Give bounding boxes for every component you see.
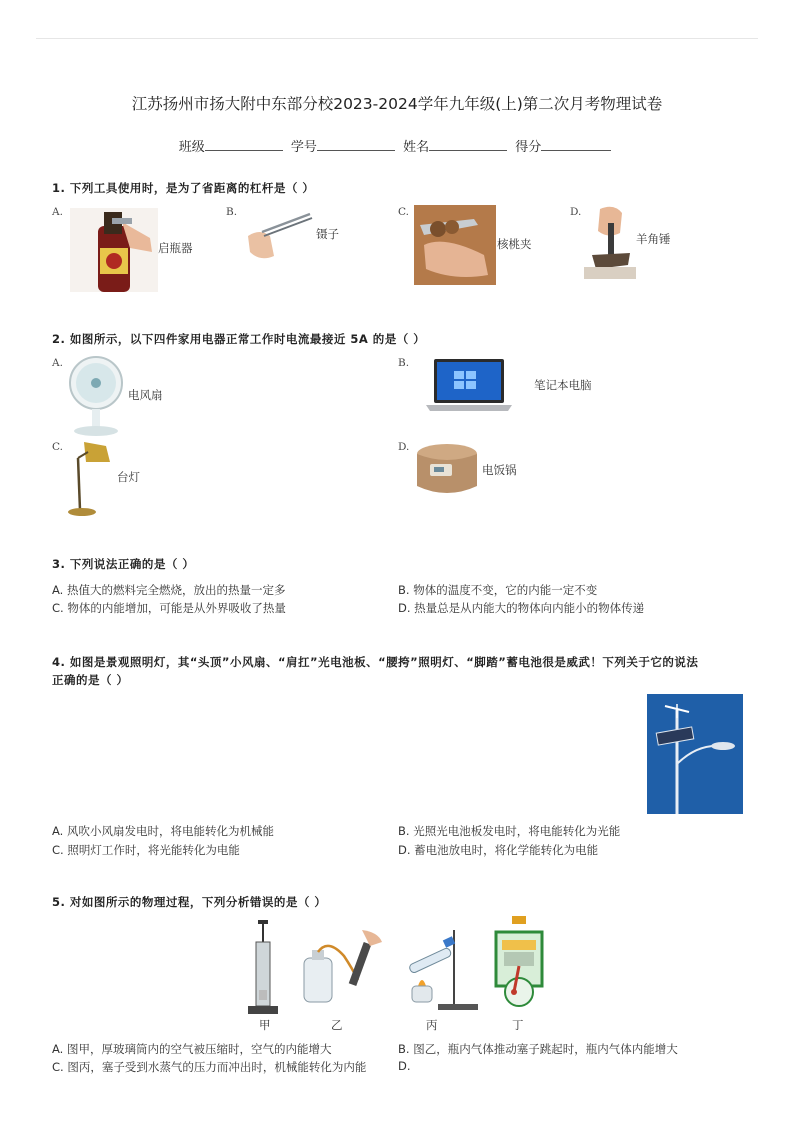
q5-option-c: C. 图丙，塞子受到水蒸气的压力而冲出时，机械能转化为内能 — [52, 1060, 367, 1074]
number-blank[interactable] — [317, 138, 395, 151]
q1-option-a-caption: 启瓶器 — [158, 241, 193, 255]
q3-stem: 3. 下列说法正确的是（ ） — [52, 557, 195, 571]
top-rule — [36, 38, 758, 39]
q3-option-b: B. 物体的温度不变，它的内能一定不变 — [398, 583, 598, 597]
q1-option-a-letter: A. — [52, 206, 63, 218]
q2-option-d-letter: D. — [398, 441, 410, 453]
q2-option-a-letter: A. — [52, 357, 63, 369]
number-label: 学号 — [290, 140, 317, 155]
score-blank[interactable] — [541, 138, 611, 151]
q1-option-b-caption: 镊子 — [316, 227, 339, 241]
q4-option-c: C. 照明灯工作时，将光能转化为电能 — [52, 843, 240, 857]
class-label: 班级 — [178, 140, 205, 155]
nutcracker-image — [414, 205, 496, 285]
q4-stem-line1: 4. 如图是景观照明灯，其“头顶”小风扇、“肩扛”光电池板、“腰挎”照明灯、“脚踏”蓄电池很是威武！下列关于它的说法 — [52, 655, 699, 669]
q2-option-c-letter: C. — [52, 441, 63, 453]
q1-option-c-letter: C. — [398, 206, 409, 218]
q5-label-ding: 丁 — [512, 1018, 524, 1032]
q3-option-d: D. 热量总是从内能大的物体向内能小的物体传递 — [398, 601, 645, 615]
q5-option-a: A. 图甲，厚玻璃筒内的空气被压缩时，空气的内能增大 — [52, 1042, 332, 1056]
desk-lamp-image — [64, 438, 116, 518]
landscape-street-light-image — [647, 694, 743, 814]
score-label: 得分 — [515, 140, 542, 155]
q5-option-b: B. 图乙，瓶内气体推动塞子跳起时，瓶内气体内能增大 — [398, 1042, 678, 1056]
q2-option-b-letter: B. — [398, 357, 410, 369]
q2-option-a-caption: 电风扇 — [128, 388, 163, 402]
q2-stem: 2. 如图所示，以下四件家用电器正常工作时电流最接近 5A 的是（ ） — [52, 332, 426, 346]
q2-option-d-caption: 电饭锅 — [482, 463, 517, 477]
glass-cylinder-image — [246, 920, 280, 1016]
tweezers-image — [240, 206, 314, 266]
student-info-line — [0, 136, 794, 155]
claw-hammer-image — [584, 203, 636, 279]
test-tube-heating-image — [400, 926, 478, 1012]
q5-option-d: D. — [398, 1059, 411, 1073]
q5-label-bing: 丙 — [426, 1018, 438, 1032]
q1-option-c-caption: 核桃夹 — [497, 237, 532, 251]
q2-option-b-caption: 笔记本电脑 — [534, 378, 592, 392]
name-label: 姓名 — [403, 140, 430, 155]
q5-stem: 5. 对如图所示的物理过程，下列分析错误的是（ ） — [52, 895, 327, 909]
engine-cylinder-image — [488, 914, 550, 1012]
q4-option-a: A. 风吹小风扇发电时，将电能转化为机械能 — [52, 824, 274, 838]
name-blank[interactable] — [429, 138, 507, 151]
q1-option-d-letter: D. — [570, 206, 582, 218]
q5-label-yi: 乙 — [331, 1018, 343, 1032]
exam-title: 江苏扬州市扬大附中东部分校2023-2024学年九年级(上)第二次月考物理试卷 — [131, 95, 663, 113]
electric-fan-image — [64, 355, 128, 437]
q1-stem: 1. 下列工具使用时，是为了省距离的杠杆是（ ） — [52, 181, 315, 195]
q1-option-d-caption: 羊角锤 — [636, 232, 671, 246]
q3-option-c: C. 物体的内能增加，可能是从外界吸收了热量 — [52, 601, 286, 615]
q5-label-jia: 甲 — [259, 1018, 271, 1032]
q2-option-c-caption: 台灯 — [117, 470, 140, 484]
bottle-opener-image — [70, 208, 158, 292]
q3-option-a: A. 热值大的燃料完全燃烧，放出的热量一定多 — [52, 583, 286, 597]
q4-option-d: D. 蓄电池放电时，将化学能转化为电能 — [398, 843, 599, 857]
q4-option-b: B. 光照光电池板发电时，将电能转化为光能 — [398, 824, 621, 838]
class-blank[interactable] — [205, 138, 283, 151]
bottle-pump-image — [300, 928, 388, 1008]
q4-stem-line2: 正确的是（ ） — [52, 673, 129, 687]
rice-cooker-image — [412, 440, 482, 502]
q1-option-b-letter: B. — [226, 206, 238, 218]
laptop-image — [426, 357, 512, 413]
